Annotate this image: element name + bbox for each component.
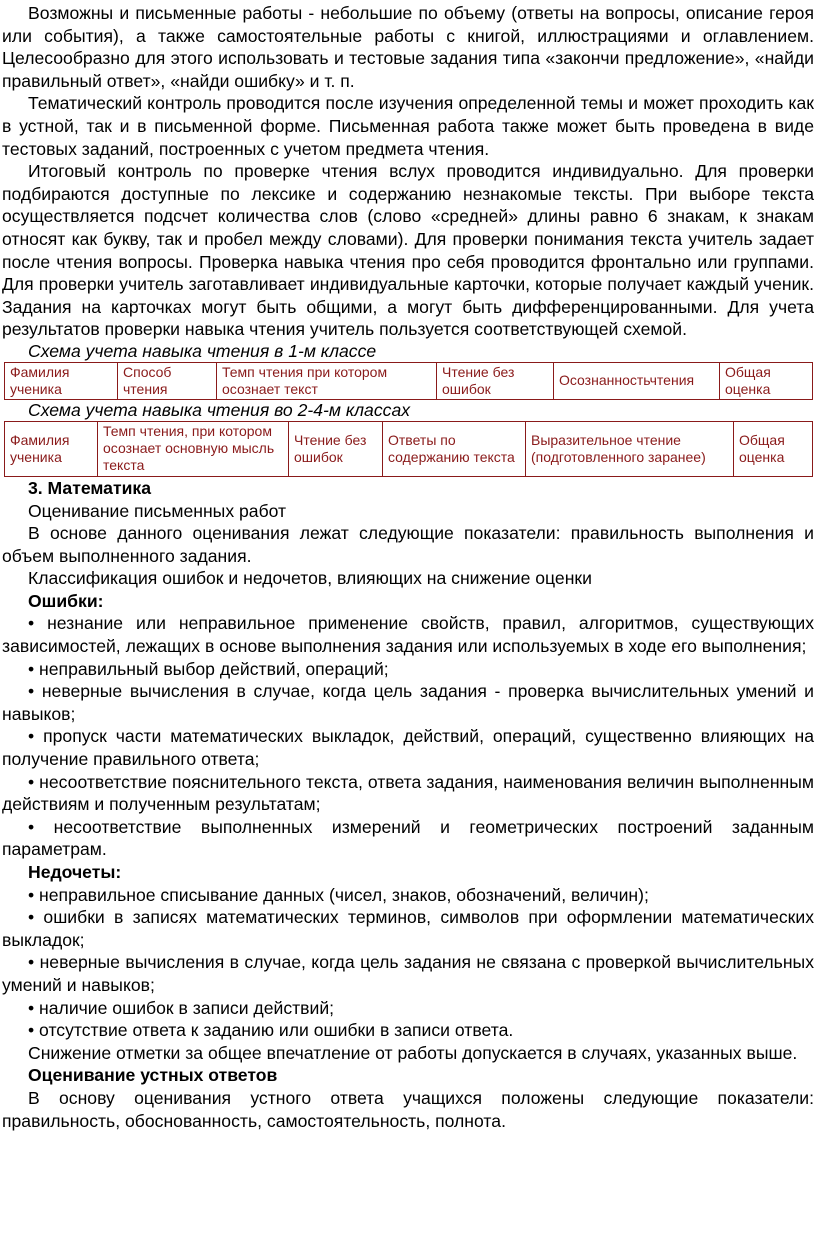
table-cell: Фамилия ученика (5, 421, 98, 476)
table1-caption: Схема учета навыка чтения в 1-м классе (28, 340, 377, 361)
subheading-written-assessment: Оценивание письменных работ (28, 500, 287, 521)
table2-caption: Схема учета навыка чтения во 2-4-м классах (28, 399, 411, 420)
paragraph-grade-reduction: Снижение отметки за общее впечатление от работы допускается в случаях, указанных выше. (28, 1042, 798, 1063)
list-item: • ошибки в записях математических терминов, символов при оформлении математических выкладок; (2, 907, 814, 950)
table-row (5, 421, 813, 476)
reading-scheme-grade1-table (4, 362, 813, 400)
list-item: • неверные вычисления в случае, когда цель задания не связана с проверкой вычислительных умений и навыков; (2, 952, 814, 995)
reading-scheme-grade2-4-table (4, 421, 813, 477)
list-item: • наличие ошибок в записи действий; (28, 997, 335, 1018)
flaws-heading: Недочеты: (28, 862, 122, 882)
list-item: • пропуск части математических выкладок, действий, операций, существенно влияющих на получение правильного ответа; (2, 726, 814, 770)
oral-assessment-heading: Оценивание устных ответов (28, 1065, 278, 1086)
list-item: • отсутствие ответа к заданию или ошибки в записи ответа. (28, 1020, 514, 1041)
list-item: • неправильный выбор действий, операций; (28, 658, 389, 679)
table-cell: Общая оценка (734, 421, 813, 476)
paragraph-error-classification: Классификация ошибок и недочетов, влияющих на снижение оценки (28, 568, 592, 589)
paragraph-math-criteria: В основе данного оценивания лежат следующие показатели: правильность выполнения и объем выполненного задания. (2, 523, 814, 566)
table-cell: Темп чтения при котором осознает текст (217, 362, 437, 399)
table-cell: Общая оценка (720, 362, 813, 399)
table-cell: Способ чтения (118, 362, 217, 399)
section-heading-math: 3. Математика (28, 477, 151, 498)
table-cell: Ответы по содержанию текста (383, 421, 526, 476)
paragraph-thematic-control: Тематический контроль проводится после изучения определенной темы и может проходить как в устной, так и в письменной форме. Письменная работа также может быть проведена в виде тестовых заданий, построенных с учетом предмета чтения. (2, 93, 814, 159)
paragraph-written-work: Возможны и письменные работы - небольшие по объему (ответы на вопросы, описание героя или события), а также самостоятельные работы с книгой, иллюстрациями и оглавлением. Целесообразно для этого использовать и тестовые задания типа «закончи предложение», «найди правильный ответ», «найди ошибку» и т. п. (2, 3, 814, 91)
errors-heading: Ошибки: (28, 590, 104, 611)
list-item: • несоответствие пояснительного текста, ответа задания, наименования величин выполненным действиям и полученным результатам; (2, 771, 814, 815)
table-cell: Осознанностьчтения (554, 362, 720, 399)
table-cell: Чтение без ошибок (437, 362, 554, 399)
paragraph-oral-criteria: В основу оценивания устного ответа учащихся положены следующие показатели: правильность, обоснованность, самостоятельность, полнота. (2, 1087, 814, 1131)
paragraph-final-control: Итоговый контроль по проверке чтения вслух проводится индивидуально. Для проверки подбираются доступные по лексике и содержанию незнакомые тексты. При выборе текста осуществляется подсчет количества слов (слово «средней» длины равно 6 знакам, к знакам относят как букву, так и пробел между словами). Для проверки понимания текста учитель задает после чтения вопросы. Проверка навыка чтения про себя проводится фронтально или группами. Для проверки учитель заготавливает индивидуальные карточки, которые получает каждый ученик. Задания на карточках могут быть общими, а могут быть дифференцированными. Для учета результатов проверки навыка чтения учитель пользуется соответствующей схемой. (2, 161, 814, 340)
list-item: • неверные вычисления в случае, когда цель задания - проверка вычислительных умений и навыков; (2, 681, 814, 724)
table-row (5, 362, 813, 399)
table-cell: Чтение без ошибок (289, 421, 383, 476)
list-item: • незнание или неправильное применение свойств, правил, алгоритмов, существующих зависимостей, лежащих в основе выполнения задания или используемых в ходе его выполнения; (2, 613, 814, 657)
table-cell: Темп чтения, при котором осознает основную мысль текста (98, 421, 289, 476)
list-item: • несоответствие выполненных измерений и геометрических построений заданным параметрам. (2, 816, 814, 860)
list-item: • неправильное списывание данных (чисел, знаков, обозначений, величин); (28, 884, 649, 905)
table-cell: Выразительное чтение (подготовленного заранее) (526, 421, 734, 476)
table-cell: Фамилия ученика (5, 362, 118, 399)
